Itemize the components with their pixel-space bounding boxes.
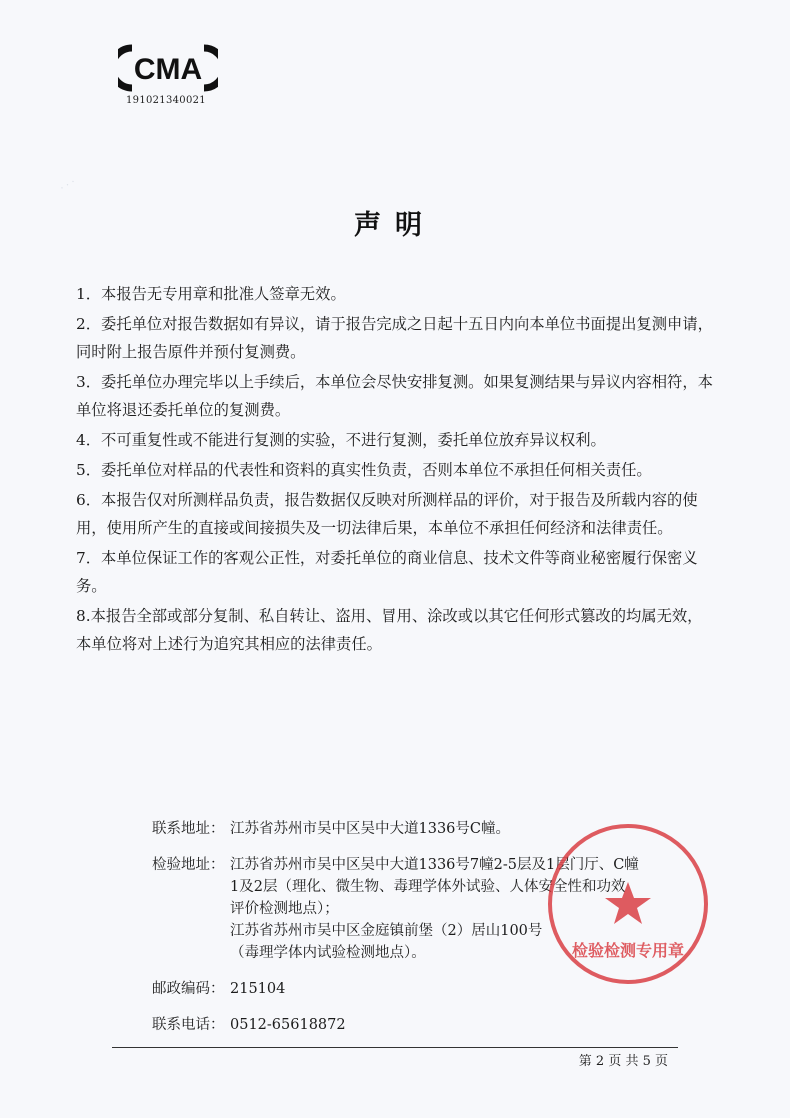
lab-address-line: 1及2层（理化、微生物、毒理学体外试验、人体安全性和功效 (230, 879, 626, 895)
clause-list (76, 280, 716, 660)
lab-address-line: 江苏省苏州市吴中区吴中大道1336号7幢2-5层及1层门厅、C幢 (230, 857, 639, 873)
inspection-seal (520, 822, 740, 992)
footer-divider (112, 1047, 678, 1048)
phone-value: 0512-65618872 (230, 1017, 346, 1033)
watermark-pattern: · · · (58, 176, 78, 195)
page-indicator: 第 2 页 共 5 页 (578, 1054, 668, 1069)
seal-text: 检验检测专用章 (571, 941, 685, 960)
clause-item: 5．委托单位对样品的代表性和资料的真实性负责，否则本单位不承担任何相关责任。 (76, 461, 652, 479)
seal-stamp-icon (520, 822, 740, 992)
clause-item: 8.本报告全部或部分复制、私自转让、盗用、冒用、涂改或以其它任何形式篡改的均属无效，本单位将对上述行为追究其相应的法律责任。 (76, 607, 703, 653)
lab-address-line: 江苏省苏州市吴中区金庭镇前堡（2）居山100号 (230, 923, 543, 939)
address-value: 江苏省苏州市吴中区吴中大道1336号C幢。 (230, 821, 510, 837)
phone-label: 联系电话： (152, 1017, 225, 1033)
clause-item: 2．委托单位对报告数据如有异议，请于报告完成之日起十五日内向本单位书面提出复测申请，同时附上报告原件并预付复测费。 (76, 315, 713, 361)
cma-logo-icon (118, 42, 218, 94)
lab-address-line: （毒理学体内试验检测地点）。 (230, 945, 426, 961)
address-label: 联系地址： (152, 821, 225, 837)
clause-item: 1．本报告无专用章和批准人签章无效。 (76, 285, 346, 303)
clause-item: 7．本单位保证工作的客观公正性，对委托单位的商业信息、技术文件等商业秘密履行保密义务。 (76, 549, 698, 595)
lab-address-label: 检验地址： (152, 857, 225, 873)
clause-item: 3．委托单位办理完毕以上手续后，本单位会尽快安排复测。如果复测结果与异议内容相符，本单位将退还委托单位的复测费。 (76, 373, 713, 419)
lab-address-line: 评价检测地点）； (230, 901, 339, 917)
cma-logo-text: CMA (133, 53, 203, 86)
phone-row (152, 1014, 672, 1036)
clause-item: 6．本报告仅对所测样品负责，报告数据仅反映对所测样品的评价，对于报告及所载内容的使用，使用所产生的直接或间接损失及一切法律后果，本单位不承担任何经济和法律责任。 (76, 491, 698, 537)
postcode-label: 邮政编码： (152, 981, 225, 997)
cert-number: 191021340021 (126, 95, 206, 106)
clause-item: 4．不可重复性或不能进行复测的实验，不进行复测，委托单位放弃异议权利。 (76, 431, 606, 449)
page-title: 声明 (354, 210, 436, 241)
postcode-value: 215104 (230, 981, 286, 997)
